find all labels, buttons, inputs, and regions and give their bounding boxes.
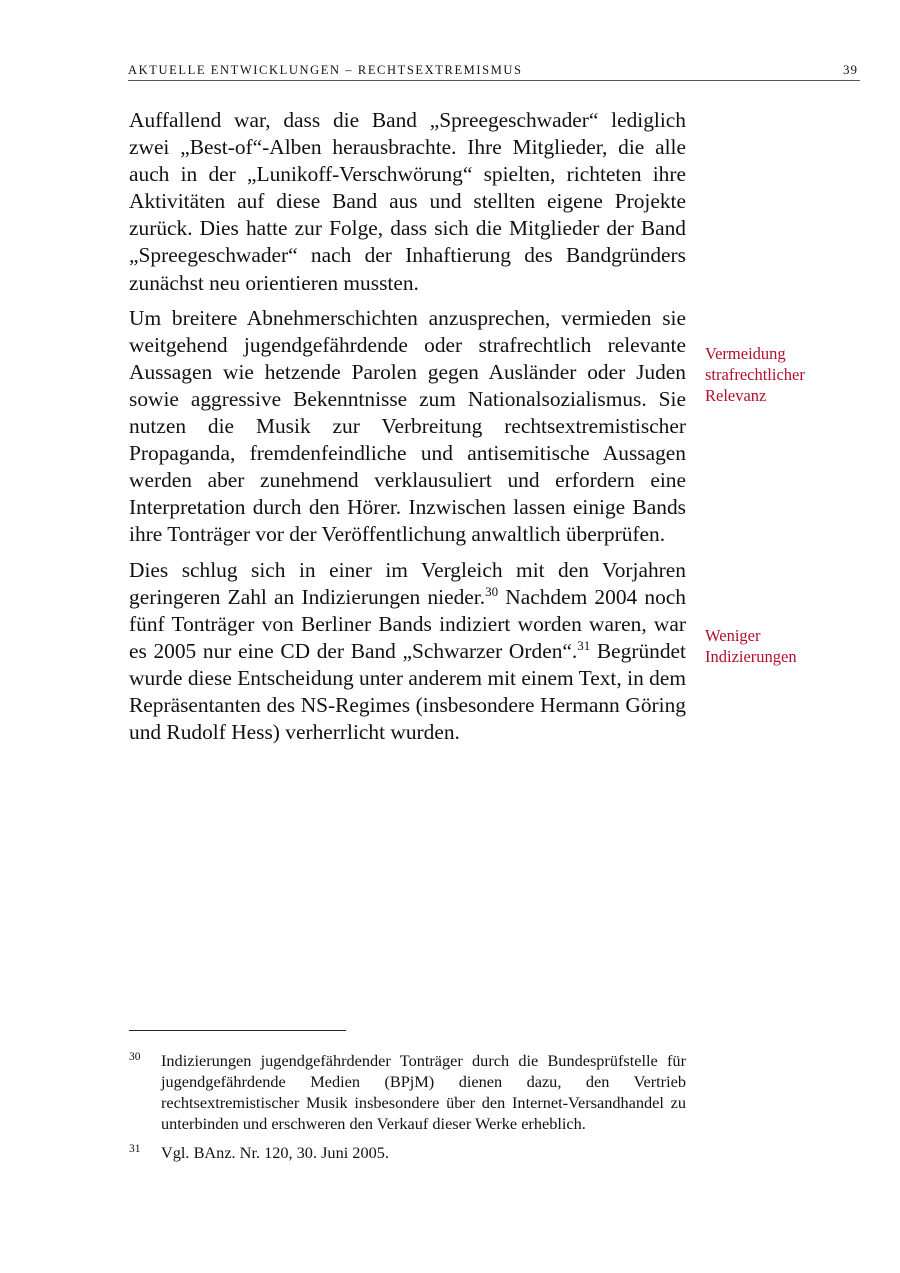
- running-header: [128, 62, 860, 81]
- margin-note-line: Indizierungen: [705, 647, 797, 666]
- margin-note-line: Vermeidung: [705, 344, 786, 363]
- paragraph-2: Um breitere Abnehmerschichten anzusprechen, vermieden sie weitgehend jugendgefährdende oder strafrechtlich relevante Aussagen wie hetzende Parolen gegen Ausländer oder Juden sowie aggressive Bekenntnisse zum Nationalsozialismus. Sie nutzen die Musik zur Verbreitung rechtsextremistischer Propaganda, fremdenfeindliche und antisemitische Aussagen werden aber zunehmend verklausuliert und erfordern eine Interpretation durch den Hörer. Inzwischen lassen einige Bands ihre Tonträger vor der Veröffentlichung anwaltlich überprüfen.: [129, 305, 686, 547]
- footnote-text: Vgl. BAnz. Nr. 120, 30. Juni 2005.: [161, 1143, 389, 1162]
- footnote-ref-30[interactable]: 30: [485, 583, 499, 599]
- footnote-text: Indizierungen jugendgefährdender Tonträger durch die Bundesprüfstelle für jugendgefährdende Medien (BPjM) dienen dazu, den Vertrieb rechtsextremistischer Musik insbesondere über den Internet-Versandhandel zu unterbinden und erschweren den Verkauf dieser Werke erheblich.: [161, 1051, 686, 1133]
- margin-note-relevanz: [705, 343, 835, 406]
- paragraph-3-part-1: Dies schlug sich in einer im Vergleich mit den Vorjahren geringeren Zahl an Indizierungen nieder.: [129, 557, 686, 609]
- margin-note-indizierungen: [705, 625, 835, 667]
- paragraph-3: [129, 557, 686, 747]
- paragraph-3-part-3: Begründet wurde diese Entscheidung unter anderem mit einem Text, in dem Repräsentanten des NS-Regimes (insbesondere Hermann Göring und Rudolf Hess) verherrlicht wurden.: [129, 638, 686, 745]
- footnote-31: [129, 1142, 686, 1163]
- margin-note-line: Weniger: [705, 626, 761, 645]
- footnote-separator: [129, 1030, 346, 1031]
- footnote-number: 31: [129, 1143, 141, 1155]
- footnote-30: [129, 1050, 686, 1134]
- margin-note-line: Relevanz: [705, 386, 767, 405]
- running-header-title: AKTUELLE ENTWICKLUNGEN – RECHTSEXTREMISMUS: [128, 63, 523, 77]
- footnotes: [129, 1050, 686, 1171]
- footnote-number: 30: [129, 1051, 141, 1063]
- page-number: 39: [843, 62, 858, 77]
- footnote-ref-31[interactable]: 31: [577, 637, 591, 653]
- margin-note-line: strafrechtlicher: [705, 365, 805, 384]
- main-text: [129, 107, 686, 754]
- paragraph-3-part-2: Nachdem 2004 noch fünf Tonträger von Berliner Bands indiziert worden waren, war es 2005 nur eine CD der Band „Schwarzer Orden“.: [129, 584, 686, 663]
- paragraph-1: Auffallend war, dass die Band „Spreegeschwader“ lediglich zwei „Best-of“-Alben herausbrachte. Ihre Mitglieder, die alle auch in der „Lunikoff-Verschwörung“ spielten, richteten ihre Aktivitäten auf diese Band aus und stellten eigene Projekte zurück. Dies hatte zur Folge, dass sich die Mitglieder der Band „Spreegeschwader“ nach der Inhaftierung des Bandgründers zunächst neu orientieren mussten.: [129, 108, 686, 295]
